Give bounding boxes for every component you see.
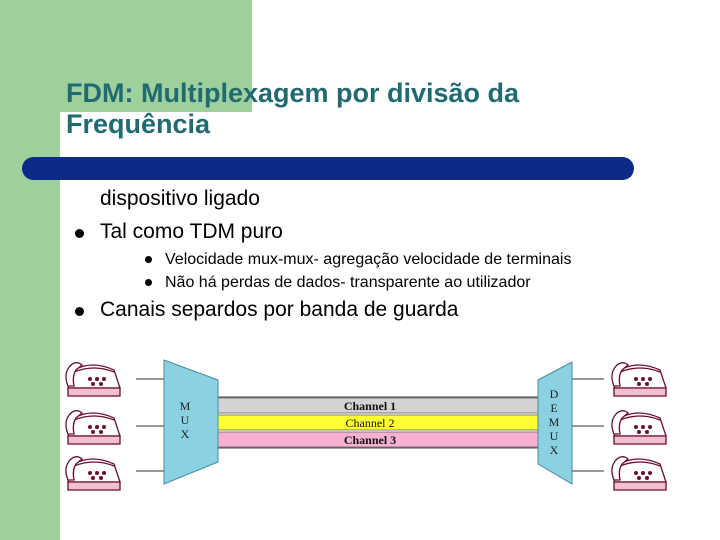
telephone-icon xyxy=(66,363,120,396)
mux-letter: M xyxy=(179,399,191,413)
title-divider-bar xyxy=(22,157,634,180)
channel-3-label: Channel 3 xyxy=(343,433,397,447)
sub-bullet-text: Velocidade mux-mux- agregação velocidade de terminais xyxy=(165,251,572,268)
demux-letter: U xyxy=(549,429,559,443)
bullet-dot xyxy=(75,229,84,238)
bullet-text: Canais separdos por banda de guarda xyxy=(100,298,459,321)
demux-letter: E xyxy=(550,401,558,415)
bullet-text: Tal como TDM puro xyxy=(100,220,283,243)
sub-bullet-text: Não há perdas de dados- transparente ao utilizador xyxy=(165,274,531,291)
title-line-1: FDM: Multiplexagem por divisão da xyxy=(66,78,520,108)
bullet-text-continuation: dispositivo ligado xyxy=(100,187,260,210)
fdm-diagram xyxy=(60,352,720,492)
channel-2-label: Channel 2 xyxy=(345,416,395,430)
bullet-dot xyxy=(75,307,84,316)
title-line-2: Frequência xyxy=(66,109,211,139)
page-title xyxy=(66,78,686,140)
mux-block xyxy=(164,360,218,484)
channel-1-label: Channel 1 xyxy=(343,399,397,413)
telephone-icon xyxy=(612,363,666,396)
mux-letter: X xyxy=(180,427,190,441)
demux-letter: X xyxy=(549,443,559,457)
mux-letter: U xyxy=(180,413,190,427)
demux-letter: M xyxy=(548,415,560,429)
telephone-icon xyxy=(612,411,666,444)
sub-bullet-dot xyxy=(145,256,152,263)
sub-bullet-dot xyxy=(145,279,152,286)
telephone-icon xyxy=(66,457,120,490)
telephone-icon xyxy=(66,411,120,444)
telephone-icon xyxy=(612,457,666,490)
demux-letter: D xyxy=(549,387,559,401)
fdm-diagram-svg xyxy=(60,352,720,492)
